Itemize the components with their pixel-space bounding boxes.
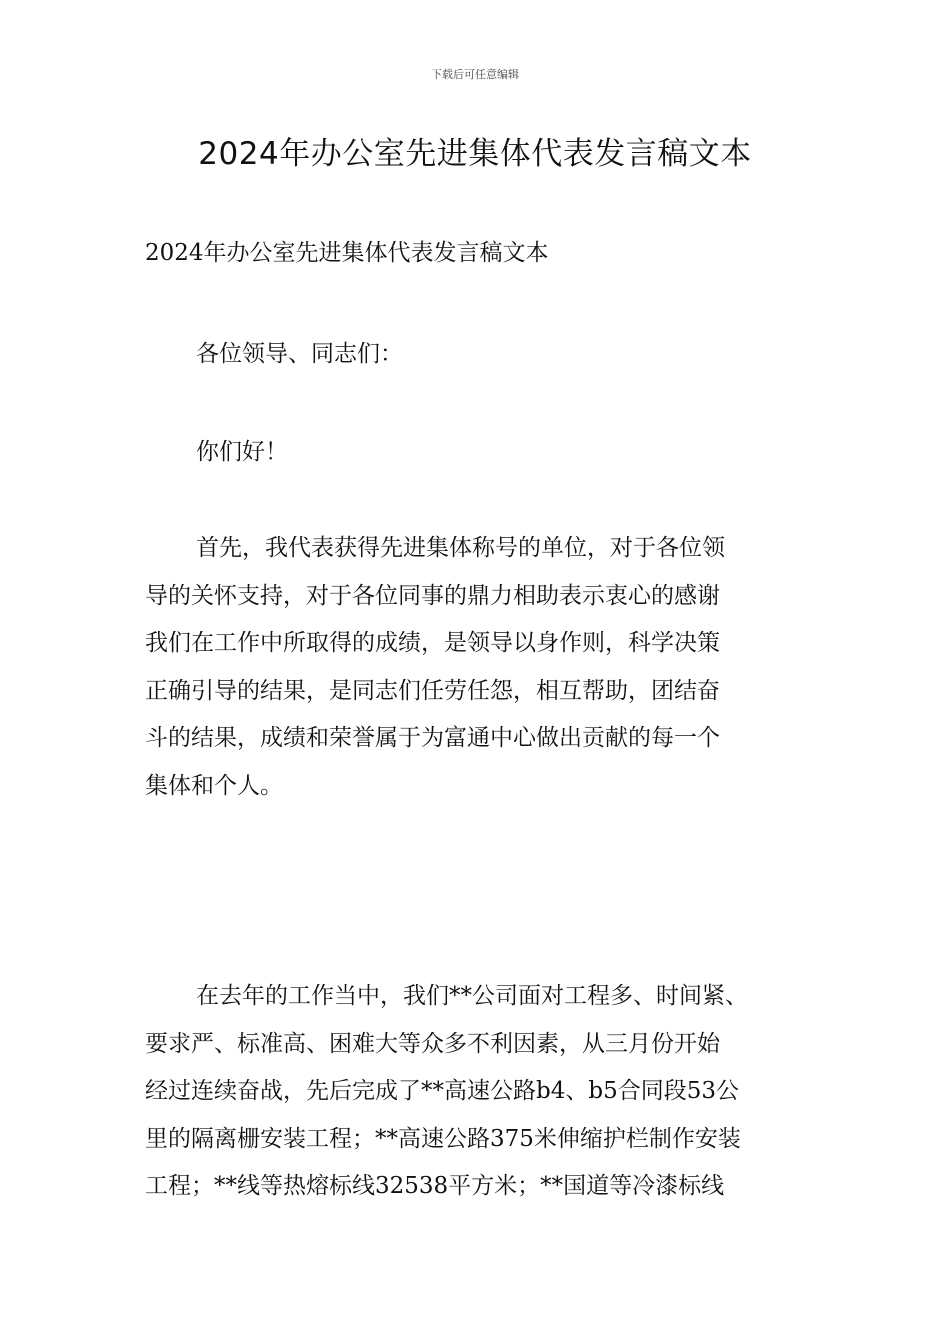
paragraph-line: 在去年的工作当中，我们**公司面对工程多、时间紧、 bbox=[196, 983, 748, 1009]
greeting: 你们好！ bbox=[196, 439, 288, 465]
paragraph-line: 工程；**线等热熔标线32538平方米；**国道等冷漆标线 bbox=[145, 1173, 725, 1199]
paragraph-line: 经过连续奋战，先后完成了**高速公路b4、b5合同段53公 bbox=[145, 1078, 739, 1104]
paragraph-line: 我们在工作中所取得的成绩，是领导以身作则，科学决策 bbox=[145, 630, 720, 656]
paragraph-line: 集体和个人。 bbox=[145, 772, 283, 799]
salutation: 各位领导、同志们： bbox=[196, 341, 403, 367]
paragraph-line: 里的隔离栅安装工程；**高速公路375米伸缩护栏制作安装 bbox=[145, 1125, 741, 1152]
paragraph-line: 导的关怀支持，对于各位同事的鼎力相助表示衷心的感谢 bbox=[145, 582, 720, 609]
document-title: 2024年办公室先进集体代表发言稿文本 bbox=[198, 136, 752, 172]
paragraph-thanks bbox=[145, 532, 725, 817]
paragraph-line: 要求严、标准高、困难大等众多不利因素，从三月份开始 bbox=[145, 1030, 720, 1057]
document-subtitle: 2024年办公室先进集体代表发言稿文本 bbox=[145, 240, 549, 266]
header-note: 下载后可任意编辑 bbox=[431, 68, 519, 81]
paragraph-line: 首先，我代表获得先进集体称号的单位，对于各位领 bbox=[196, 535, 725, 561]
paragraph-achievements bbox=[145, 980, 748, 1218]
paragraph-line: 斗的结果，成绩和荣誉属于为富通中心做出贡献的每一个 bbox=[145, 725, 720, 751]
paragraph-line: 正确引导的结果，是同志们任劳任怨，相互帮助，团结奋 bbox=[145, 677, 720, 704]
